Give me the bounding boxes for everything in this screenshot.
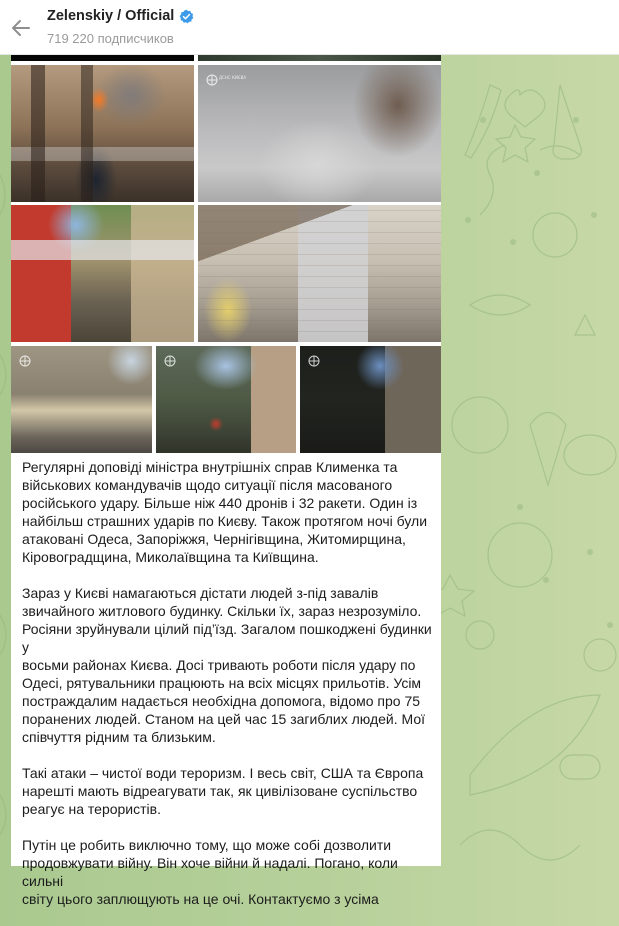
message-paragraph-3: Такі атаки – чистої води тероризм. І весь світ, США та Європа нарешті мають відреагувати так, як цивілізоване суспільство реагує на терористів. [22, 765, 424, 817]
album-photo-1a[interactable] [11, 65, 194, 202]
edge-doodle-icon-3 [0, 615, 6, 655]
verified-badge-icon [179, 9, 194, 24]
star-doodle-icon [496, 125, 535, 162]
edge-doodle-icon-2 [0, 355, 6, 395]
back-button[interactable] [8, 15, 34, 41]
triangle-doodle-icon [575, 315, 595, 335]
album-photo-1b[interactable] [198, 65, 441, 202]
album-photo-3a[interactable] [11, 346, 152, 453]
message-paragraph-2: Зараз у Києві намагаються дістати людей з-під завалів звичайного житлового будинку. Скільки їх, зараз незрозуміло. Росіяни зруйнували цілий під’їзд. Загалом пошкоджені будинки у восьми районах Києва. Досі тривають роботи після удару по Одесі, рятувальники працюють на всіх місцях прильотів. Усім постраждалим надається необхідна допомога, відомо про 75 поранених людей. Станом на цей час 15 загиблих людей. Мої співчуття рідним та близьким. [22, 585, 432, 745]
album-photo-2a[interactable] [11, 205, 194, 342]
llama-doodle-icon [533, 213, 577, 257]
album-photo-0b[interactable] [198, 55, 441, 61]
edge-doodle-icon [0, 175, 5, 215]
mushroom-doodle-icon [466, 621, 494, 649]
heart-doodle-icon [505, 90, 545, 127]
arrow-left-icon [8, 15, 34, 41]
squiggle-doodle-icon [480, 145, 505, 215]
watermark-text: ДСНС КИЄВА [219, 75, 247, 80]
watermark-logo-icon [19, 354, 47, 368]
bone-doodle-icon [540, 146, 580, 155]
creature-doodle-icon [452, 397, 508, 453]
face-doodle-icon [584, 639, 616, 671]
photo-content [11, 205, 194, 342]
chat-header [0, 0, 619, 55]
album-photo-0a[interactable] [11, 55, 194, 61]
subscriber-count: 719 220 подписчиков [47, 31, 174, 46]
watermark-logo-icon [206, 73, 247, 87]
album-photo-3c[interactable] [300, 346, 441, 453]
photo-content [198, 205, 441, 342]
sheep-doodle-icon [564, 435, 616, 475]
channel-name[interactable]: Zelenskiy / Official [47, 8, 175, 24]
channel-title-row[interactable] [47, 8, 194, 24]
leaf-doodle-icon [470, 695, 600, 795]
watermark-logo-icon [164, 354, 192, 368]
aviator-doodle-icon [488, 523, 552, 587]
cloud-doodle-icon [470, 295, 530, 315]
ice-cream-doodle-icon [530, 413, 566, 486]
album-photo-3b[interactable] [156, 346, 296, 453]
edge-doodle-icon-4 [0, 795, 6, 835]
message-paragraph-4: Путін це робить виключно тому, що може собі дозволити продовжувати війну. Він хоче війни й надалі. Погано, коли сильні світу цього заплющують на це очі. Контактуємо з усіма [22, 837, 398, 907]
wave-doodle-icon [460, 830, 580, 860]
album-photo-2b[interactable] [198, 205, 441, 342]
message-paragraph-1: Регулярні доповіді міністра внутрішніх справ Клименка та військових командувачів щодо ситуації після масованого російського удару. Більше ніж 440 дронів і 32 ракети. Один із найбільш страшних ударів по Києву. Також протягом ночі були атаковані Одеса, Запоріжжя, Чернігівщина, Житомирщина, Кіровоградщина, Миколаївщина та Київщина. [22, 459, 428, 565]
photo-content [11, 65, 194, 202]
message-text [22, 458, 436, 926]
watermark-logo-icon [308, 354, 336, 368]
gamepad-doodle-icon [560, 755, 600, 779]
